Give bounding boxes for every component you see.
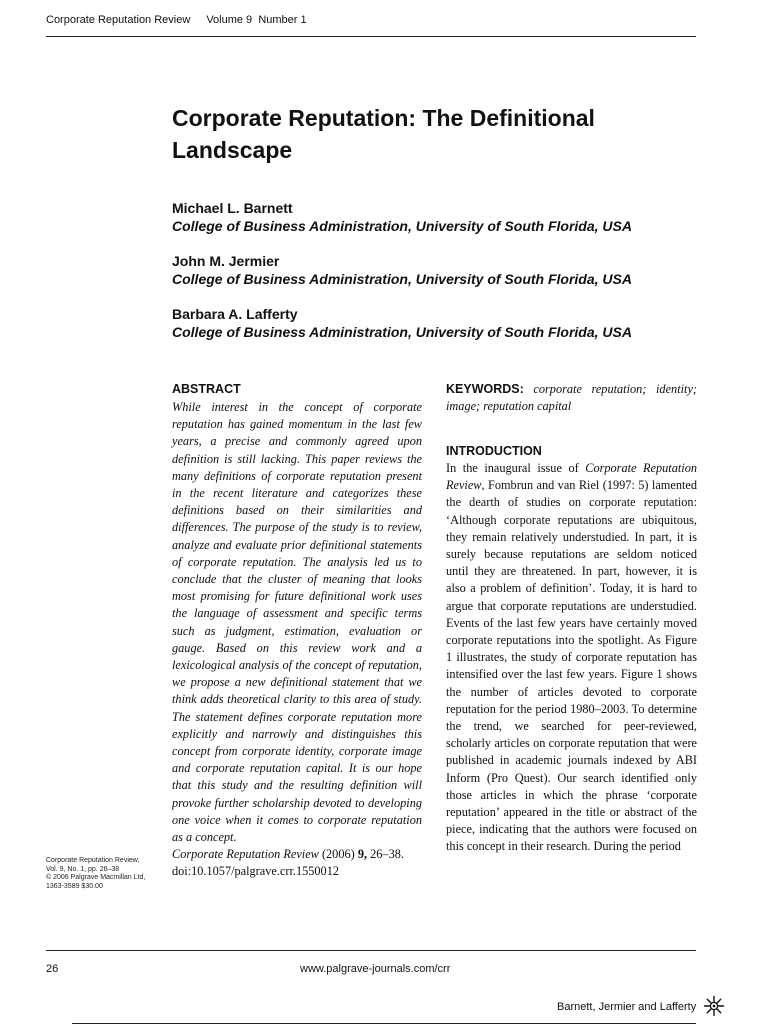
- publication-note: [46, 857, 171, 891]
- abstract-text: While interest in the concept of corporate reputation has gained momentum in the last few years, a precise and commonly agreed upon definition is still lacking. This paper reviews the many definitions of corporate reputation present in the recent literature and categorizes these definitions based on their similarities and differences. The purpose of the study is to review, analyze and evaluate prior definitional statements of corporate reputation. The analysis led us to conclude that the cluster of meaning that looks most promising for future definitional work uses the language of assessment and specific terms such as judgment, estimation, evaluation or gauge. Based on this review work and a lexicological analysis of the concept of reputation, we propose a new definitional statement that we think adds theoretical clarity to this area of study. The statement defines corporate reputation more explicitly and narrowly and distinguishes this concept from corporate identity, corporate image and corporate reputation capital. It is our hope that this study and the resulting definition will provoke further scholarship devoted to developing one voice when it comes to corporate reputation as a concept.: [172, 400, 422, 845]
- author-name: John M. Jermier: [172, 253, 280, 269]
- note-line: Corporate Reputation Review,: [46, 857, 140, 864]
- author-affiliation: College of Business Administration, University of South Florida, USA: [172, 271, 632, 287]
- author-block: [172, 199, 712, 235]
- citation: [172, 846, 422, 863]
- keywords-label: KEYWORDS:: [446, 382, 524, 396]
- palgrave-logo-icon: [703, 995, 725, 1017]
- keywords: [446, 381, 697, 415]
- keywords-value: corporate reputation; identity; image; reputation capital: [446, 382, 697, 414]
- article-title: Corporate Reputation: The Definitional Landscape: [172, 105, 595, 163]
- abstract-section: [172, 381, 422, 881]
- note-line: Vol. 9, No. 1, pp. 26–38: [46, 865, 120, 873]
- author-name: Michael L. Barnett: [172, 200, 293, 216]
- author-block: [172, 252, 712, 288]
- author-name: Barbara A. Lafferty: [172, 306, 298, 322]
- journal-url[interactable]: www.palgrave-journals.com/crr: [300, 963, 451, 975]
- volume: Volume 9: [206, 14, 253, 26]
- author-affiliation: College of Business Administration, University of South Florida, USA: [172, 324, 632, 340]
- intro-journal: Corporate Reputation Review: [446, 461, 697, 493]
- introduction-heading: INTRODUCTION: [446, 444, 542, 458]
- footer-authors: Barnett, Jermier and Lafferty: [557, 1001, 697, 1013]
- citation-pages: 26–38.: [370, 847, 404, 862]
- top-rule: [46, 36, 696, 37]
- author-affiliation: College of Business Administration, University of South Florida, USA: [172, 218, 632, 234]
- author-block: [172, 305, 712, 341]
- page-number: 26: [46, 963, 59, 975]
- bottom-rule: [46, 950, 696, 951]
- introduction-text: [446, 460, 697, 856]
- citation-journal: Corporate Reputation Review: [172, 847, 319, 862]
- note-line: © 2006 Palgrave Macmillan Ltd,: [46, 874, 146, 881]
- doi: doi:10.1057/palgrave.crr.1550012: [172, 864, 339, 879]
- intro-text-part: , Fombrun and van Riel (1997: 5) lamented the dearth of studies on corporate reputation: ‘Although corporate reputations are ubiquitous, they remain relatively understudied. In part, it is surely because reputations are seldom noticed until they are threatened. In part, however, it is also a problem of definition’. Today, it is hard to argue that corporate reputations are understudied. Events of the last few years have certainly moved corporate reputations into the spotlight. As Figure 1 illustrates, the study of corporate reputation has intensified over the last few years. Figure 1 shows the number of articles devoted to corporate reputation for the period 1980–2003. To determine the trend, we searched for peer-reviewed, scholarly articles on corporate reputation that were published in academic journals indexed by ABI Inform (Pro Quest). Our search identified only those articles in which the phrase ‘corporate reputation’ appeared in the title or abstract of the piece, indicating that the authors were focused on this concept in their research. During the period: [446, 478, 697, 854]
- citation-volume: 9,: [357, 847, 368, 862]
- journal-name: Corporate Reputation Review: [46, 14, 191, 26]
- running-head: [46, 14, 307, 26]
- citation-year: (2006): [321, 847, 355, 862]
- note-line: 1363-3589 $30.00: [46, 882, 103, 890]
- abstract-heading: ABSTRACT: [172, 382, 241, 396]
- issue-number: Number 1: [258, 14, 307, 26]
- intro-text-part: In the inaugural issue of: [446, 461, 586, 475]
- introduction-section: [446, 443, 697, 856]
